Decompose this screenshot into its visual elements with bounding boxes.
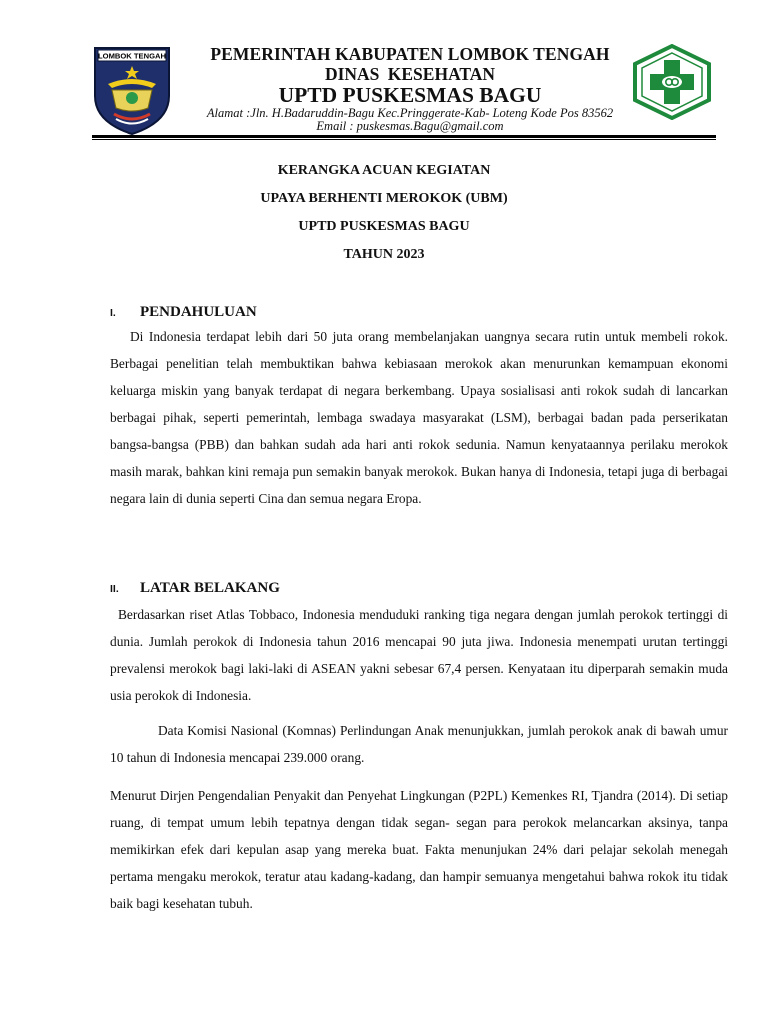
section-number: I.: [110, 307, 116, 319]
letterhead-department: DINAS KESEHATAN: [324, 64, 496, 84]
document-subtitle-year: TAHUN 2023: [343, 247, 425, 262]
section-title: PENDAHULUAN: [140, 304, 257, 320]
section-title: LATAR BELAKANG: [140, 580, 280, 596]
puskesmas-logo: [632, 44, 712, 120]
paragraph-pendahuluan-1: Di Indonesia terdapat lebih dari 50 juta orang membelanjakan uangnya secara rutin untuk membeli rokok. Berbagai penelitian telah membuktikan bahwa kebiasaan merokok akan menurunkan kemampuan ekonomi keluarga miskin yang banyak terdapat di negara berkembang. Upaya sosialisasi anti rokok sudah di lancarkan berbagai pihak, seperti pemerintah, lembaga swadaya masyarakat (LSM), berbagai badan pada perserikatan bangsa-bangsa (PBB) dan bahkan sudah ada hari anti rokok sedunia. Namun kenyataannya perilaku merokok masih marak, bahkan kini remaja pun semakin banyak merokok. Bukan hanya di Indonesia, tetapi juga di berbagai negara lain di dunia seperti Cina dan semua negara Eropa.: [110, 329, 728, 506]
letterhead-rule-thin: [92, 139, 716, 140]
letterhead-government: PEMERINTAH KABUPATEN LOMBOK TENGAH: [210, 44, 610, 64]
letterhead-rule-thick: [92, 135, 716, 138]
letterhead-address: Alamat :Jln. H.Badaruddin-Bagu Kec.Pringgerate-Kab- Loteng Kode Pos 83562: [206, 106, 614, 120]
paragraph-latar-belakang-3: Menurut Dirjen Pengendalian Penyakit dan Penyehat Lingkungan (P2PL) Kemenkes RI, Tjandra (2014). Di setiap ruang, di tempat umum lebih tepatnya dengan tidak segan- segan para perokok melancarkan aksinya, tanpa memikirkan efek dari kepulan asap yang mereka buat. Fakta menunjukan 24% dari pelajar sekolah menegah pertama mengaku merokok, teratur atau kadang-kadang, dan hampir semuanya mengetahui bahwa rokok itu tidak baik bagi kesehatan tubuh.: [110, 788, 728, 911]
section-heading-pendahuluan: [110, 304, 257, 320]
regency-emblem-logo: [92, 44, 172, 136]
section-heading-latar-belakang: [110, 580, 280, 596]
paragraph-latar-belakang-1: Berdasarkan riset Atlas Tobbaco, Indonesia menduduki ranking tiga negara dengan jumlah perokok tertinggi di dunia. Jumlah perokok di Indonesia tahun 2016 mencapai 90 juta jiwa. Indonesia menempati urutan tertinggi prevalensi merokok bagi laki-laki di ASEAN yakni sebesar 67,4 persen. Kenyataan itu diperparah semakin muda usia perokok di Indonesia.: [110, 607, 728, 703]
paragraph-latar-belakang-2: Data Komisi Nasional (Komnas) Perlindungan Anak menunjukkan, jumlah perokok anak di bawah umur 10 tahun di Indonesia mencapai 239.000 orang.: [110, 723, 728, 765]
emblem-label: LOMBOK TENGAH: [98, 51, 166, 61]
document-subtitle-unit: UPTD PUSKESMAS BAGU: [298, 219, 470, 234]
document-title: KERANGKA ACUAN KEGIATAN: [277, 163, 491, 178]
letterhead-unit: UPTD PUSKESMAS BAGU: [278, 83, 542, 107]
letterhead-email: Email : puskesmas.Bagu@gmail.com: [316, 119, 504, 133]
section-number: II.: [110, 583, 119, 595]
document-subtitle-program: UPAYA BERHENTI MEROKOK (UBM): [260, 191, 508, 206]
